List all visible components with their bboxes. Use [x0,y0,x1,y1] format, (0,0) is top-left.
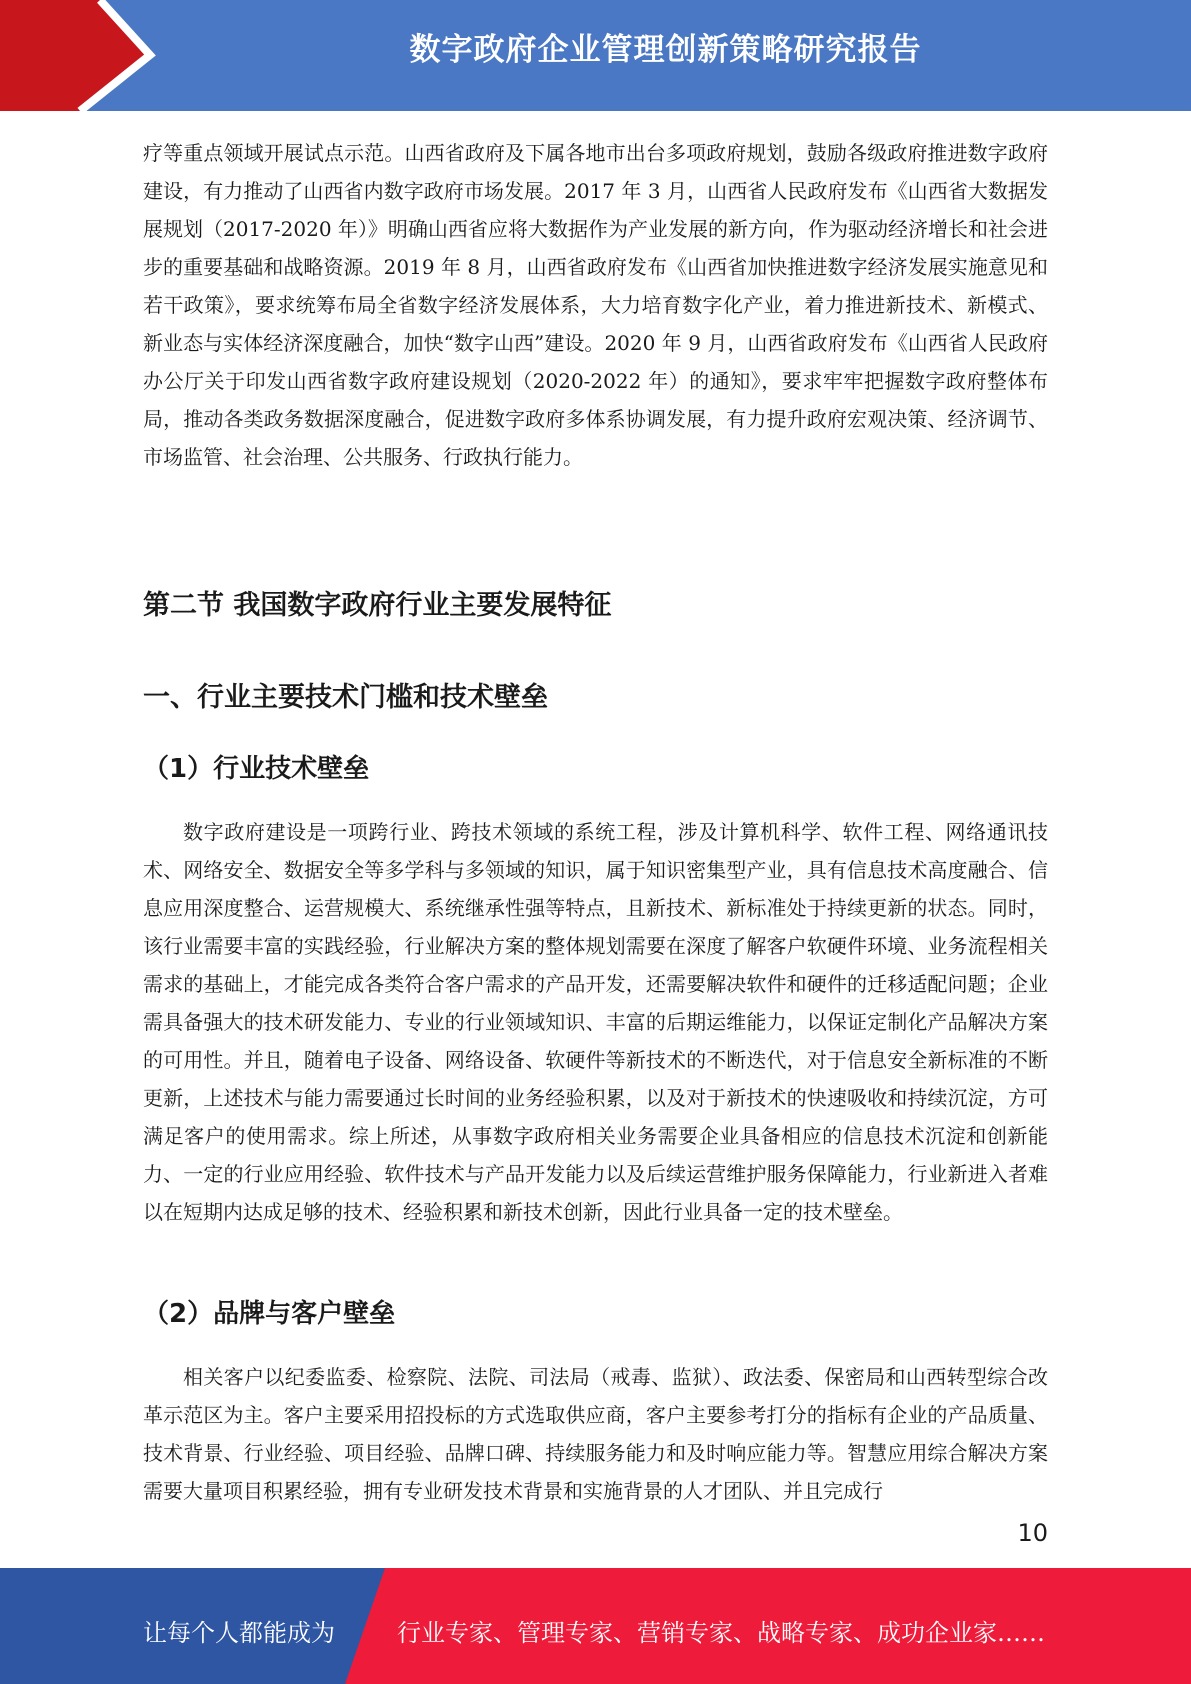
page-header [0,0,1191,111]
subsection-body-brand-barrier [143,1358,1048,1510]
footer-slogan-right: 行业专家、管理专家、营销专家、战略专家、成功企业家…… [397,1619,1045,1647]
subsection-paragraph: 相关客户以纪委监委、检察院、法院、司法局（戒毒、监狱）、政法委、保密局和山西转型综合改革示范区为主。客户主要采用招投标的方式选取供应商，客户主要参考打分的指标有企业的产品质量、技术背景、行业经验、项目经验、品牌口碑、持续服务能力和及时响应能力等。智慧应用综合解决方案需要大量项目积累经验，拥有专业研发技术背景和实施背景的人才团队、并且完成行 [143,1365,1048,1503]
section-heading: 第二节 我国数字政府行业主要发展特征 [143,590,612,621]
subsection-body-technical-barrier [143,813,1048,1231]
subsection-paragraph: 数字政府建设是一项跨行业、跨技术领域的系统工程，涉及计算机科学、软件工程、网络通讯技术、网络安全、数据安全等多学科与多领域的知识，属于知识密集型产业，具有信息技术高度融合、信息应用深度整合、运营规模大、系统继承性强等特点，且新技术、新标准处于持续更新的状态。同时，该行业需要丰富的实践经验，行业解决方案的整体规划需要在深度了解客户软硬件环境、业务流程相关需求的基础上，才能完成各类符合客户需求的产品开发，还需要解决软件和硬件的迁移适配问题；企业需具备强大的技术研发能力、专业的行业领域知识、丰富的后期运维能力，以保证定制化产品解决方案的可用性。并且，随着电子设备、网络设备、软硬件等新技术的不断迭代，对于信息安全新标准的不断更新，上述技术与能力需要通过长时间的业务经验积累，以及对于新技术的快速吸收和持续沉淀，方可满足客户的使用需求。综上所述，从事数字政府相关业务需要企业具备相应的信息技术沉淀和创新能力、一定的行业应用经验、软件技术与产品开发能力以及后续运营维护服务保障能力，行业新进入者难以在短期内达成足够的技术、经验积累和新技术创新，因此行业具备一定的技术壁垒。 [143,820,1048,1224]
page-number: 10 [1017,1519,1048,1547]
page-footer [0,1568,1191,1684]
intro-paragraph: 疗等重点领域开展试点示范。山西省政府及下属各地市出台多项政府规划，鼓励各级政府推进数字政府建设，有力推动了山西省内数字政府市场发展。2017 年 3 月，山西省人民政府发布《山西省大数据发展规划（2017-2020 年）》明确山西省应将大数据作为产业发展的新方向，作为驱动经济增长和社会进步的重要基础和战略资源。2019 年 8 月，山西省政府发布《山西省加快推进数字经济发展实施意见和若干政策》，要求统筹布局全省数字经济发展体系，大力培育数字化产业，着力推进新技术、新模式、新业态与实体经济深度融合，加快“数字山西”建设。2020 年 9 月，山西省政府发布《山西省人民政府办公厅关于印发山西省数字政府建设规划（2020-2022 年）的通知》，要求牢牢把握数字政府整体布局，推动各类政务数据深度融合，促进数字政府多体系协调发展，有力提升政府宏观决策、经济调节、市场监管、社会治理、公共服务、行政执行能力。 [143,141,1048,469]
report-title: 数字政府企业管理创新策略研究报告 [409,32,922,68]
subsection-title-brand-barrier: （2）品牌与客户壁垒 [143,1299,396,1329]
intro-paragraph-block [143,134,1048,476]
chapter-heading: 一、行业主要技术门槛和技术壁垒 [143,682,548,713]
header-chevron-icon [0,0,160,111]
footer-slogan-left: 让每个人都能成为 [143,1619,335,1647]
subsection-title-technical-barrier: （1）行业技术壁垒 [143,754,370,784]
